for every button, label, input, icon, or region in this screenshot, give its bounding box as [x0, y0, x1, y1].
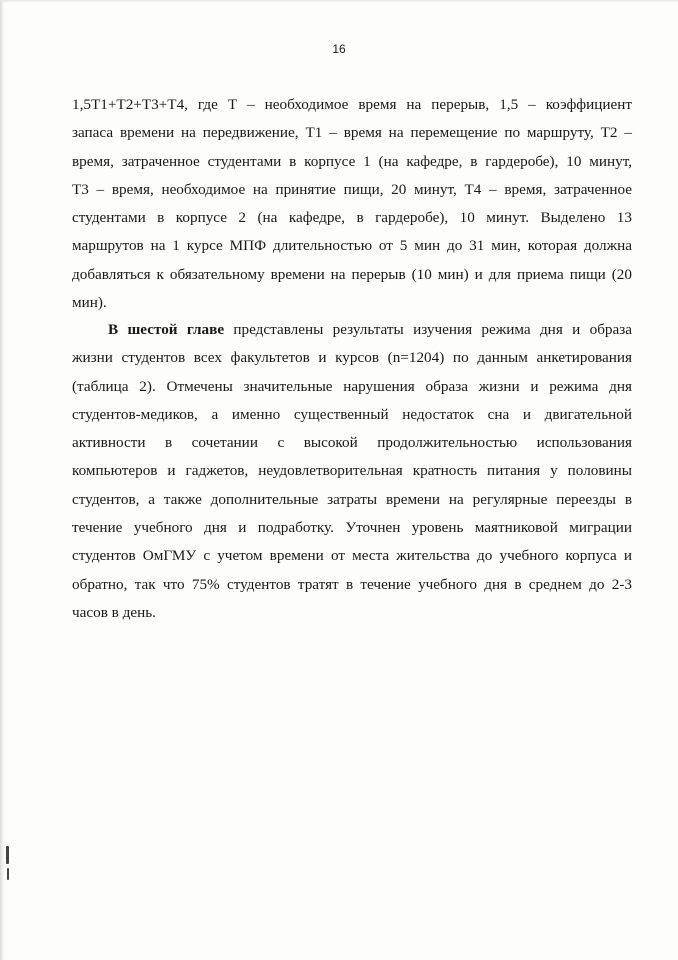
- paragraph-formula-description: [72, 91, 632, 317]
- text-line: запаса времени на передвижение, Т1 – время на перемещение по маршруту, Т2 –: [72, 124, 632, 142]
- page-number: 16: [332, 42, 346, 56]
- text-line: обратно, так что 75% студентов тратят в течение учебного дня в среднем до 2-3: [72, 575, 632, 593]
- text-line: добавляться к обязательному времени на перерыв (10 мин) и для приема пищи (20: [72, 265, 632, 283]
- scan-shadow-top: [0, 0, 678, 3]
- text-line: часов в день.: [72, 603, 156, 621]
- text-line: маршрутов на 1 курсе МПФ длительностью от 5 мин до 31 мин, которая должна: [72, 237, 632, 255]
- text-line: компьютеров и гаджетов, неудовлетворительная кратность питания у половины: [72, 462, 632, 480]
- text-line: (таблица 2). Отмечены значительные нарушения образа жизни и режима дня: [72, 377, 632, 395]
- scan-artifact-mark: [7, 868, 9, 880]
- text-line: студентов, а также дополнительные затраты времени на регулярные переезды в: [72, 490, 632, 508]
- scan-artifact-mark: [6, 846, 9, 864]
- text-line: студентов-медиков, а именно существенный недостаток сна и двигательной: [72, 405, 632, 423]
- text-line: мин).: [72, 294, 107, 312]
- text-line: жизни студентов всех факультетов и курсов (n=1204) по данным анкетирования: [72, 349, 632, 367]
- paragraph-chapter-six: [72, 316, 632, 627]
- text-line: течение учебного дня и подработку. Уточнен уровень маятниковой миграции: [72, 519, 632, 537]
- text-line: студентами в корпусе 2 (на кафедре, в гардеробе), 10 минут. Выделено 13: [72, 209, 632, 227]
- text-line: время, затраченное студентами в корпусе 1 (на кафедре, в гардеробе), 10 минут,: [72, 152, 632, 170]
- scan-shadow-left: [0, 0, 5, 960]
- text-line: 1,5Т1+Т2+Т3+Т4, где Т – необходимое время на перерыв, 1,5 – коэффициент: [72, 96, 632, 113]
- text-line: студентов ОмГМУ с учетом времени от места жительства до учебного корпуса и: [72, 547, 632, 565]
- text-line-rest: представлены результаты изучения режима дня и образа: [224, 321, 632, 338]
- text-line: Т3 – время, необходимое на принятие пищи, 20 минут, Т4 – время, затраченное: [72, 180, 632, 198]
- text-line: активности в сочетании с высокой продолжительностью использования: [72, 434, 632, 452]
- text-line-first: [72, 316, 632, 344]
- chapter-lead-bold: В шестой главе: [108, 321, 225, 338]
